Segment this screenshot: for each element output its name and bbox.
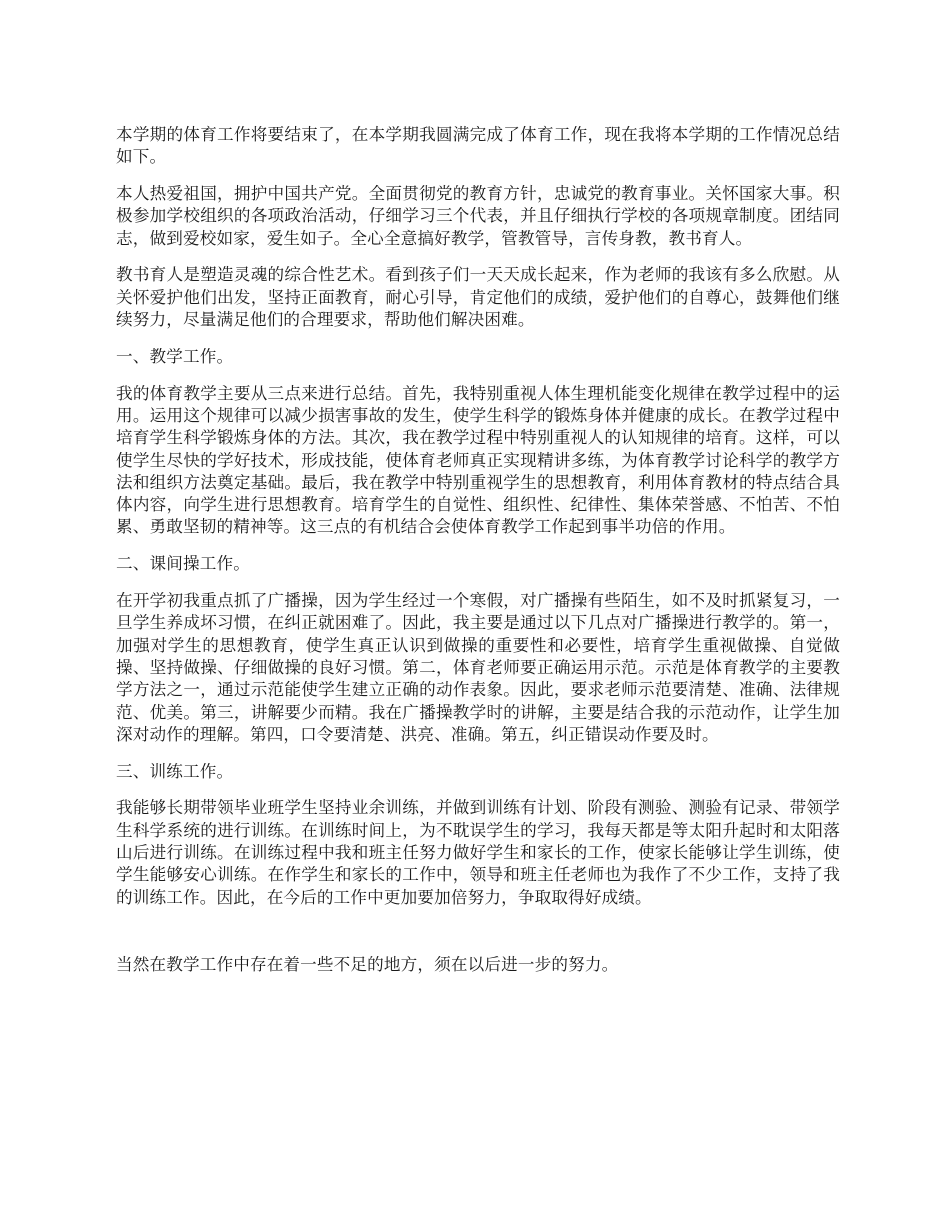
blank-line <box>116 923 840 954</box>
section-heading-training: 三、训练工作。 <box>116 761 234 781</box>
training-paragraph: 我能够长期带领毕业班学生坚持业余训练，并做到训练有计划、阶段有测验、测验有记录、带领学生科学系统的进行训练。在训练时间上，为不耽误学生的学习，我每天都是等太阳升起时和太阳落山后进行训练。在训练过程中我和班主任努力做好学生和家长的工作，使家长能够让学生训练，使学生能够安心训练。在作学生和家长的工作中，领导和班主任老师也为我作了不少工作，支持了我的训练工作。因此，在今后的工作中更加要加倍努力，争取取得好成绩。 <box>116 798 840 907</box>
intro-paragraph: 本学期的体育工作将要结束了，在本学期我圆满完成了体育工作，现在我将本学期的工作情况总结如下。 <box>116 125 840 167</box>
document-body <box>116 124 840 977</box>
exercise-paragraph: 在开学初我重点抓了广播操，因为学生经过一个寒假，对广播操有些陌生，如不及时抓紧复习，一旦学生养成坏习惯，在纠正就困难了。因此，我主要是通过以下几点对广播操进行教学的。第一，加强对学生的思想教育，使学生真正认识到做操的重要性和必要性，培育学生重视做操、自觉做操、坚持做操、仔细做操的良好习惯。第二，体育老师要正确运用示范。示范是体育教学的主要教学方法之一，通过示范能使学生建立正确的动作表象。因此，要求老师示范要清楚、准确、法律规范、优美。第三，讲解要少而精。我在广播操教学时的讲解，主要是结合我的示范动作，让学生加深对动作的理解。第四，口令要清楚、洪亮、准确。第五，纠正错误动作要及时。 <box>116 591 840 744</box>
closing-paragraph: 当然在教学工作中存在着一些不足的地方，须在以后进一步的努力。 <box>116 955 619 975</box>
education-art-paragraph: 教书育人是塑造灵魂的综合性艺术。看到孩子们一天天成长起来，作为老师的我该有多么欣慰。从关怀爱护他们出发，坚持正面教育，耐心引导，肯定他们的成绩，爱护他们的自尊心，鼓舞他们继续努力，尽量满足他们的合理要求，帮助他们解决困难。 <box>116 265 840 330</box>
section-heading-teaching: 一、教学工作。 <box>116 346 234 366</box>
teaching-paragraph: 我的体育教学主要从三点来进行总结。首先，我特别重视人体生理机能变化规律在教学过程中的运用。运用这个规律可以减少损害事故的发生，使学生科学的锻炼身体并健康的成长。在教学过程中培育学生科学锻炼身体的方法。其次，我在教学过程中特别重视人的认知规律的培育。这样，可以使学生尽快的学好技术，形成技能，使体育老师真正实现精讲多练，为体育教学讨论科学的教学方法和组织方法奠定基础。最后，我在教学中特别重视学生的思想教育，利用体育教材的特点结合具体内容，向学生进行思想教育。培育学生的自觉性、组织性、纪律性、集体荣誉感、不怕苦、不怕累、勇敢坚韧的精神等。这三点的有机结合会使体育教学工作起到事半功倍的作用。 <box>116 383 840 537</box>
section-heading-exercise: 二、课间操工作。 <box>116 554 250 574</box>
patriotism-paragraph: 本人热爱祖国，拥护中国共产党。全面贯彻党的教育方针，忠诚党的教育事业。关怀国家大事。积极参加学校组织的各项政治活动，仔细学习三个代表，并且仔细执行学校的各项规章制度。团结同志，做到爱校如家，爱生如子。全心全意搞好教学，管教管导，言传身教，教书育人。 <box>116 184 840 248</box>
